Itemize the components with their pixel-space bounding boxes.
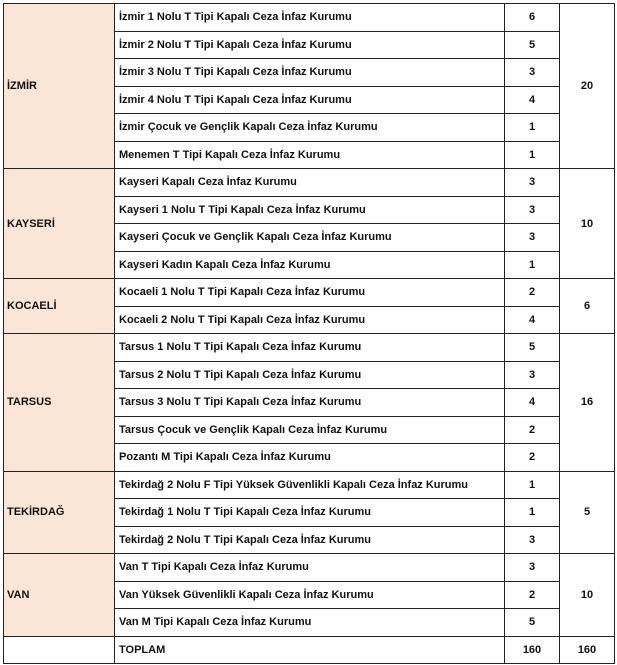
table-row	[4, 334, 615, 362]
group-total-cell: 20	[560, 4, 615, 169]
city-cell: İZMİR	[4, 4, 115, 169]
institution-name-cell: İzmir Çocuk ve Gençlik Kapalı Ceza İnfaz Kurumu	[115, 114, 505, 142]
count-cell: 3	[505, 196, 560, 224]
city-cell: VAN	[4, 554, 115, 637]
count-cell: 5	[505, 334, 560, 362]
table-row	[4, 169, 615, 197]
institution-name-cell: İzmir 3 Nolu T Tipi Kapalı Ceza İnfaz Kurumu	[115, 59, 505, 87]
count-cell: 1	[505, 499, 560, 527]
count-cell: 2	[505, 444, 560, 472]
total-row	[4, 636, 615, 663]
count-cell: 1	[505, 114, 560, 142]
table-row	[4, 554, 615, 582]
group-total-cell: 10	[560, 169, 615, 279]
institution-name-cell: Kayseri 1 Nolu T Tipi Kapalı Ceza İnfaz Kurumu	[115, 196, 505, 224]
institution-name-cell: Tarsus Çocuk ve Gençlik Kapalı Ceza İnfaz Kurumu	[115, 416, 505, 444]
group-total-cell: 5	[560, 471, 615, 554]
count-cell: 3	[505, 554, 560, 582]
group-total-cell: 10	[560, 554, 615, 637]
city-cell: KOCAELİ	[4, 279, 115, 334]
institution-name-cell: Tarsus 3 Nolu T Tipi Kapalı Ceza İnfaz Kurumu	[115, 389, 505, 417]
institution-name-cell: Kayseri Kadın Kapalı Ceza İnfaz Kurumu	[115, 251, 505, 279]
count-cell: 3	[505, 526, 560, 554]
institution-name-cell: Kocaeli 2 Nolu T Tipi Kapalı Ceza İnfaz Kurumu	[115, 306, 505, 334]
institution-name-cell: Tekirdağ 2 Nolu F Tipi Yüksek Güvenlikli Kapalı Ceza İnfaz Kurumu	[115, 471, 505, 499]
grand-total: 160	[560, 636, 615, 663]
institution-name-cell: İzmir 1 Nolu T Tipi Kapalı Ceza İnfaz Kurumu	[115, 4, 505, 32]
count-cell: 5	[505, 609, 560, 637]
institution-name-cell: Pozantı M Tipi Kapalı Ceza İnfaz Kurumu	[115, 444, 505, 472]
count-cell: 4	[505, 86, 560, 114]
count-cell: 1	[505, 141, 560, 169]
count-cell: 2	[505, 279, 560, 307]
institution-name-cell: İzmir 2 Nolu T Tipi Kapalı Ceza İnfaz Kurumu	[115, 31, 505, 59]
count-cell: 5	[505, 31, 560, 59]
institution-name-cell: Van M Tipi Kapalı Ceza İnfaz Kurumu	[115, 609, 505, 637]
table-body	[4, 4, 615, 664]
count-cell: 4	[505, 389, 560, 417]
group-total-cell: 6	[560, 279, 615, 334]
count-cell: 3	[505, 361, 560, 389]
institution-name-cell: Tekirdağ 2 Nolu T Tipi Kapalı Ceza İnfaz Kurumu	[115, 526, 505, 554]
institution-table	[3, 3, 615, 664]
city-cell: TARSUS	[4, 334, 115, 472]
table-row	[4, 279, 615, 307]
institution-name-cell: Tarsus 2 Nolu T Tipi Kapalı Ceza İnfaz Kurumu	[115, 361, 505, 389]
table-row	[4, 471, 615, 499]
institution-name-cell: Menemen T Tipi Kapalı Ceza İnfaz Kurumu	[115, 141, 505, 169]
count-cell: 2	[505, 581, 560, 609]
group-total-cell: 16	[560, 334, 615, 472]
total-label: TOPLAM	[115, 636, 505, 663]
institution-name-cell: Kayseri Kapalı Ceza İnfaz Kurumu	[115, 169, 505, 197]
count-cell: 3	[505, 224, 560, 252]
count-cell: 6	[505, 4, 560, 32]
count-cell: 1	[505, 251, 560, 279]
institution-name-cell: Kocaeli 1 Nolu T Tipi Kapalı Ceza İnfaz Kurumu	[115, 279, 505, 307]
total-count: 160	[505, 636, 560, 663]
institution-name-cell: Kayseri Çocuk ve Gençlik Kapalı Ceza İnfaz Kurumu	[115, 224, 505, 252]
count-cell: 1	[505, 471, 560, 499]
institution-name-cell: Van T Tipi Kapalı Ceza İnfaz Kurumu	[115, 554, 505, 582]
institution-name-cell: Tekirdağ 1 Nolu T Tipi Kapalı Ceza İnfaz Kurumu	[115, 499, 505, 527]
institution-name-cell: İzmir 4 Nolu T Tipi Kapalı Ceza İnfaz Kurumu	[115, 86, 505, 114]
table-row	[4, 4, 615, 32]
institution-name-cell: Tarsus 1 Nolu T Tipi Kapalı Ceza İnfaz Kurumu	[115, 334, 505, 362]
footer-blank-cell	[4, 636, 115, 663]
city-cell: TEKİRDAĞ	[4, 471, 115, 554]
count-cell: 2	[505, 416, 560, 444]
count-cell: 3	[505, 169, 560, 197]
count-cell: 4	[505, 306, 560, 334]
city-cell: KAYSERİ	[4, 169, 115, 279]
institution-name-cell: Van Yüksek Güvenlikli Kapalı Ceza İnfaz Kurumu	[115, 581, 505, 609]
count-cell: 3	[505, 59, 560, 87]
